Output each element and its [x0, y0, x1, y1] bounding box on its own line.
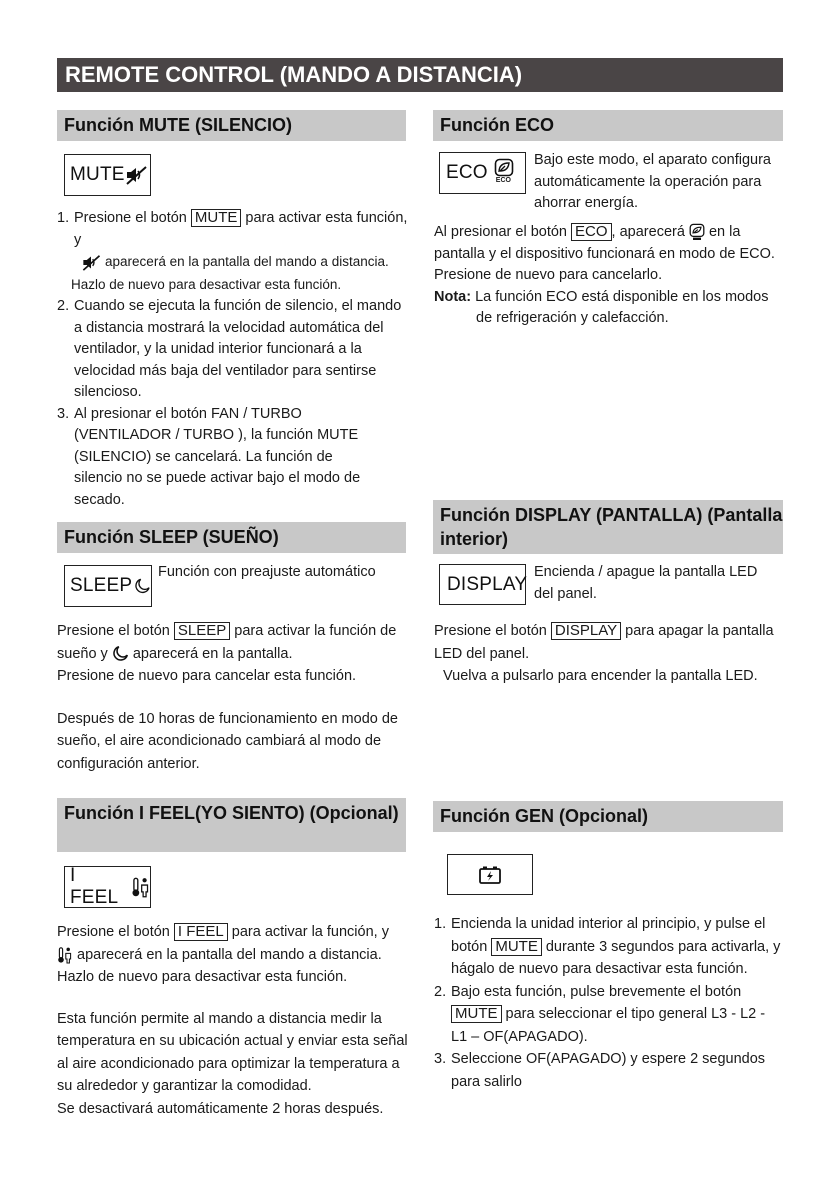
text: Presione el botón: [434, 623, 547, 639]
ifeel-button-illustration: [64, 866, 151, 908]
text: Presione de nuevo para cancelar esta función.: [57, 668, 357, 684]
text: Presione de nuevo para cancelarlo.: [434, 267, 663, 283]
mute-instructions: [57, 208, 409, 511]
display-key: DISPLAY: [551, 622, 621, 640]
text: Vuelva a pulsarlo para encender la pantalla LED.: [443, 668, 758, 684]
text: aparecerá en la pantalla.: [132, 645, 293, 662]
text: aparecerá en la pantalla del mando a distancia.: [105, 254, 389, 269]
person-thermometer-icon: [131, 876, 150, 898]
list-item: [57, 404, 409, 512]
sleep-key: SLEEP: [174, 622, 230, 640]
text: Se desactivará automáticamente 2 horas después.: [57, 1100, 384, 1117]
display-description: Encienda / apague la pantalla LED del panel.: [534, 564, 758, 602]
list-number: 1.: [434, 916, 447, 932]
sleep-button-label: SLEEP: [70, 575, 133, 596]
text: Presione el botón: [57, 623, 170, 639]
ifeel-heading: Función I FEEL(YO SIENTO) (Opcional): [57, 798, 406, 852]
display-button-illustration: [439, 564, 526, 605]
text: para activar esta función, y: [74, 210, 408, 248]
text: Al presionar el botón: [434, 224, 567, 240]
display-button-label: DISPLAY: [447, 573, 528, 595]
list-item: [57, 208, 409, 296]
gen-button-illustration: [447, 854, 533, 895]
mute-speaker-icon: [125, 165, 147, 185]
list-number: 1.: [57, 210, 70, 226]
list-item: [434, 1048, 784, 1093]
eco-icon-caption: ECO: [495, 177, 511, 184]
list-item: [434, 913, 784, 981]
text: Al presionar el botón FAN / TURBO (VENTILADOR / TURBO ), la función MUTE (SILENCIO) se cancelará. La función de silencio no se puede activar bajo el modo de secado.: [74, 405, 361, 508]
ifeel-button-label: I FEEL: [70, 865, 119, 908]
text: Encienda la unidad interior al principio, y pulse el botón: [451, 916, 766, 955]
ifeel-key: I FEEL: [174, 923, 228, 941]
eco-heading: Función ECO: [433, 110, 783, 141]
mute-heading: Función MUTE (SILENCIO): [57, 110, 406, 141]
eco-button-label: ECO: [446, 162, 488, 183]
moon-icon: [112, 645, 129, 662]
battery-bolt-icon: [478, 865, 502, 885]
text: Cuando se ejecuta la función de silencio, el mando a distancia mostrará la velocidad automática del ventilador, y la unidad interior funcionará a la velocidad más baja del ventilador para sentirse silencioso.: [74, 298, 402, 400]
mute-key: MUTE: [191, 209, 242, 227]
list-number: 3.: [434, 1051, 447, 1067]
text: Después de 10 horas de funcionamiento en modo de sueño, el aire acondicionado cambiará al modo de configuración anterior.: [57, 710, 398, 772]
mute-key: MUTE: [491, 938, 542, 956]
eco-leaf-icon: [494, 158, 514, 188]
text: Seleccione OF(APAGADO) y espere 2 segundos para salirlo: [451, 1051, 766, 1090]
eco-button-illustration: [439, 152, 526, 194]
text: para activar la función, y: [231, 924, 389, 940]
list-number: 2.: [57, 298, 70, 314]
eco-instructions: [434, 222, 786, 330]
text: Presione el botón: [74, 210, 187, 226]
list-item: [434, 981, 784, 1049]
list-number: 3.: [57, 405, 70, 422]
note-label: Nota:: [434, 288, 472, 305]
text: Hazlo de nuevo para desactivar esta función.: [57, 969, 348, 985]
ifeel-instructions: [57, 921, 413, 1120]
text: Presione el botón: [57, 924, 170, 940]
sleep-instructions: [57, 620, 409, 775]
display-heading: Función DISPLAY (PANTALLA) (Pantalla interior): [433, 500, 783, 554]
text: Hazlo de nuevo para desactivar esta función.: [71, 276, 342, 292]
sleep-description: Función con preajuste automático: [158, 564, 376, 580]
moon-icon: [134, 576, 151, 596]
gen-instructions: [434, 913, 784, 1093]
text: para activar la función de sueño y: [57, 623, 397, 662]
mute-key: MUTE: [451, 1005, 502, 1023]
page-title: REMOTE CONTROL (MANDO A DISTANCIA): [57, 58, 783, 92]
mute-button-illustration: [64, 154, 151, 196]
sleep-button-illustration: [64, 565, 152, 607]
list-item: [57, 296, 409, 404]
person-thermometer-icon: [57, 946, 73, 964]
eco-description: Bajo este modo, el aparato configura automáticamente la operación para ahorrar energía.: [534, 152, 771, 211]
mute-button-label: MUTE: [70, 164, 125, 185]
text: La función ECO está disponible en los modos de refrigeración y calefacción.: [475, 288, 769, 326]
eco-key: ECO: [571, 223, 612, 241]
text: durante 3 segundos para activarla, y hágalo de nuevo para desactivar esta función.: [451, 938, 781, 977]
text: aparecerá en la pantalla del mando a distancia.: [77, 946, 382, 963]
gen-heading: Función GEN (Opcional): [433, 801, 783, 832]
eco-leaf-icon: [689, 223, 705, 241]
display-instructions: [434, 620, 786, 688]
text: para seleccionar el tipo general L3 - L2 - L1 – OF(APAGADO).: [451, 1006, 766, 1045]
sleep-heading: Función SLEEP (SUEÑO): [57, 522, 406, 553]
text: Bajo esta función, pulse brevemente el botón: [451, 983, 742, 1000]
list-number: 2.: [434, 983, 447, 1000]
text: , aparecerá: [611, 224, 685, 240]
text: en la pantalla y el dispositivo funcionará en modo de ECO.: [434, 224, 775, 262]
text: Esta función permite al mando a distancia medir la temperatura en su ubicación actual y enviar esta señal al aire acondicionado para optimizar la temperatura a su alrededor y garantizar la comodidad.: [57, 1010, 408, 1094]
text: para apagar la pantalla LED del panel.: [434, 623, 774, 662]
mute-speaker-icon: [81, 254, 101, 271]
